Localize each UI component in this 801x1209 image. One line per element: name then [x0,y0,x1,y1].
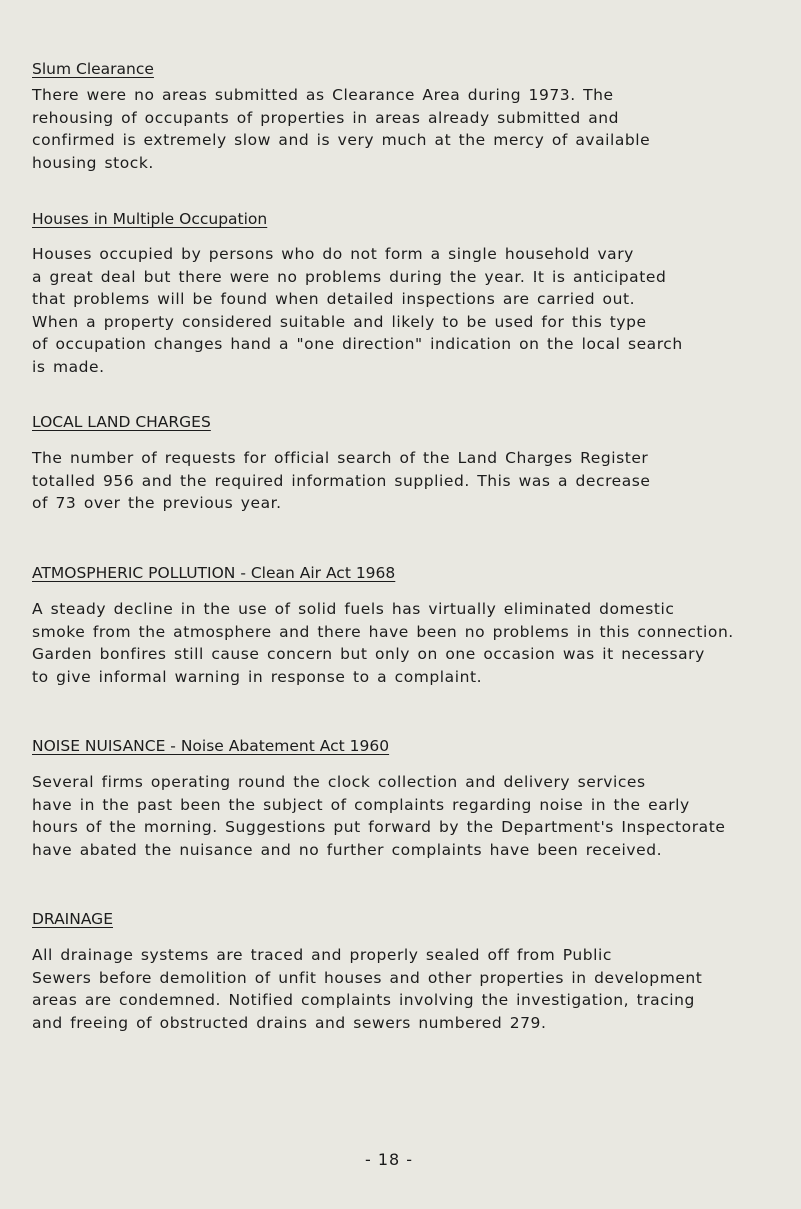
text-line: When a property considered suitable and likely to be used for this type [32,312,647,331]
page-number: - 18 - [365,1150,414,1169]
text-line: totalled 956 and the required information supplied. This was a decrease [32,471,651,490]
paragraph-noise-nuisance [32,771,792,861]
text-line: that problems will be found when detailed inspections are carried out. [32,290,636,308]
text-line: A steady decline in the use of solid fuels has virtually eliminated domestic [32,600,675,618]
text-line: hours of the morning. Suggestions put forward by the Department's Inspectorate [32,818,726,836]
text-line: confirmed is extremely slow and is very much at the mercy of available [32,131,651,149]
text-line: areas are condemned. Notified complaints involving the investigation, tracing [32,991,695,1009]
paragraph-multiple-occupation [32,243,792,378]
heading-slum-clearance: Slum Clearance [32,60,154,78]
text-line: of occupation changes hand a "one direction" indication on the local search [32,335,683,353]
text-line: Garden bonfires still cause concern but only on one occasion was it necessary [32,645,705,663]
text-line: Several firms operating round the clock collection and delivery services [32,773,646,791]
heading-noise-nuisance: NOISE NUISANCE - Noise Abatement Act 1960 [32,737,390,755]
text-line: have abated the nuisance and no further complaints have been received. [32,840,663,859]
text-line: smoke from the atmosphere and there have been no problems in this connection. [32,622,734,641]
paragraph-drainage [32,944,792,1034]
heading-local-land-charges: LOCAL LAND CHARGES [32,413,211,431]
paragraph-slum-clearance [32,84,792,174]
heading-atmospheric-pollution: ATMOSPHERIC POLLUTION - Clean Air Act 1968 [32,564,396,582]
paragraph-atmospheric-pollution [32,598,792,688]
text-line: All drainage systems are traced and properly sealed off from Public [32,946,612,964]
paragraph-local-land-charges [32,447,792,515]
heading-multiple-occupation: Houses in Multiple Occupation [32,210,268,228]
text-line: rehousing of occupants of properties in areas already submitted and [32,108,620,127]
text-line: of 73 over the previous year. [32,494,282,512]
text-line: The number of requests for official search of the Land Charges Register [32,449,649,467]
text-line: There were no areas submitted as Clearance Area during 1973. The [32,86,614,104]
text-line: and freeing of obstructed drains and sewers numbered 279. [32,1013,547,1032]
text-line: Sewers before demolition of unfit houses and other properties in development [32,968,703,987]
text-line: a great deal but there were no problems during the year. It is anticipated [32,267,667,286]
text-line: is made. [32,357,105,376]
text-line: housing stock. [32,153,154,172]
heading-drainage: DRAINAGE [32,910,113,928]
text-line: have in the past been the subject of complaints regarding noise in the early [32,795,690,814]
text-line: Houses occupied by persons who do not form a single household vary [32,245,634,263]
text-line: to give informal warning in response to a complaint. [32,667,483,686]
